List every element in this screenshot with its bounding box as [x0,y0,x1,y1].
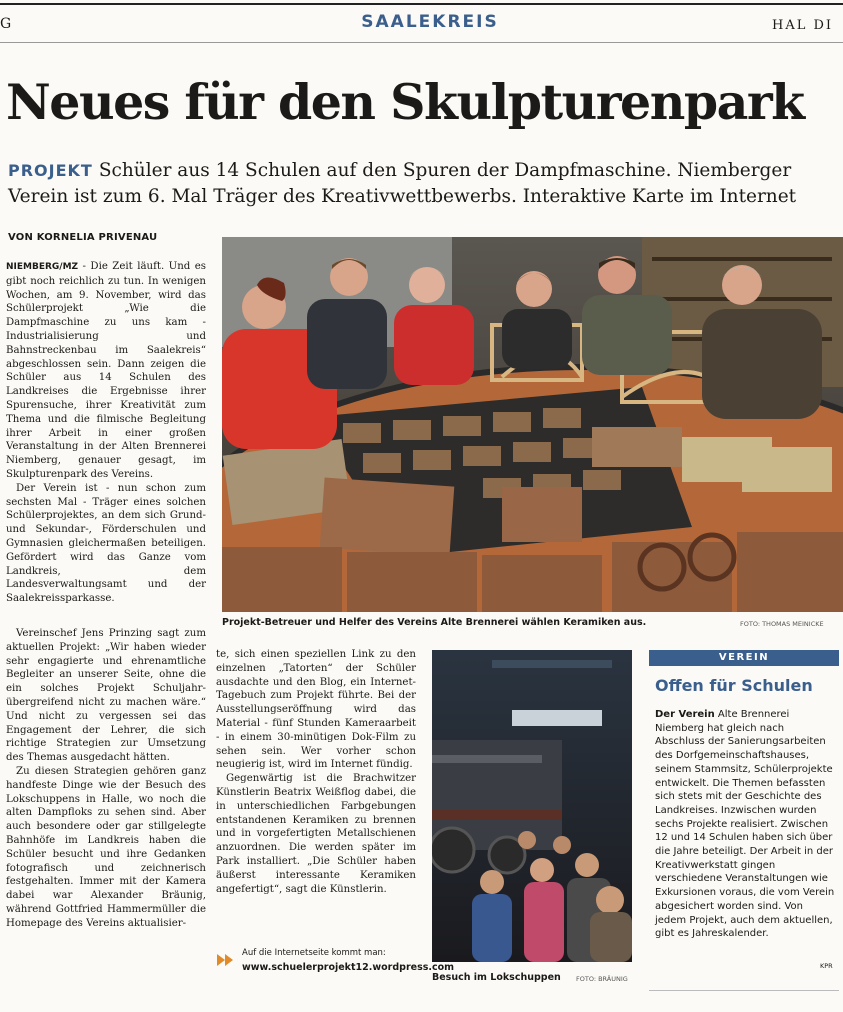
header-left-fragment: G [0,16,13,32]
sidebar-title: Offen für Schulen [655,676,813,695]
engine-shed-image [432,650,632,962]
article-column-1 [6,260,206,622]
headline: Neues für den Skulpturenpark [6,73,804,131]
web-url[interactable]: www.schuelerprojekt12.wordpress.com [242,962,455,973]
paragraph-5: te, sich einen speziellen Link zu den einzelnen „Tatorten“ der Schüler ausdachte und den Blog, ein Internet-Tagebuch zum Projekt führte. Bei der Ausstellungseröffnung wird das Material - fünf Stunden Kameraarbeit - in einem 30-minütigen Dok-Film zu sehen sein. Wer vorher schon neugierig ist, wird im Internet fündig. [216,649,416,771]
second-photo-caption: Besuch im Lokschuppen [432,972,561,983]
article-column-1-lower [6,627,206,987]
paragraph-4: Zu diesen Strategien gehören ganz handfeste Dinge wie der Besuch des Lokschuppens in Halle, wo noch die alten Dampfloks zu sehen sind. Aber auch besondere oder gar stillgelegte Bahnhöfe im Landkreis haben die Schüler besucht und ihre Gedanken fotografisch und zeichnerisch festgehalten. Immer mit der Kamera dabei war Alexander Bräunig, während Gottfried Hammermüller die Homepage des Vereins aktualisier- [6,765,206,929]
top-rule [0,3,843,5]
main-photo-credit: FOTO: THOMAS MEINICKE [740,620,824,628]
kicker: PROJEKT [8,161,93,180]
header-right-fragment: HAL DI [772,18,834,33]
sidebar-lead: Der Verein [655,709,715,720]
sidebar-author: KPR [820,962,833,970]
main-photo-caption: Projekt-Betreuer und Helfer des Vereins Alte Brennerei wählen Keramiken aus. [222,617,647,628]
second-photo [432,650,632,962]
paragraph-3: Vereinschef Jens Prinzing sagt zum aktuellen Projekt: „Wir haben wieder sehr engagierte und ehrenamtliche Begleiter an unserer Seite, ohne die ein solches Projekt Schuljahr-übergreifend nicht zu machen wäre.“ Und nicht zu vergessen sei das Engagement der Lehrer, die sich richtige Strategien zur Umsetzung des Themas ausgedacht hätten. [6,628,206,764]
ceramics-workshop-image [222,237,843,612]
deck-text: Schüler aus 14 Schulen auf den Spuren der Dampfmaschine. Niemberger Verein ist zum 6. Mal Träger des Kreativwettbewerbs. Interaktive Karte im Internet [8,160,797,207]
web-note: Auf die Internetseite kommt man: [242,948,386,958]
section-label: SAALEKREIS [361,12,499,32]
sidebar-rule [649,990,839,991]
sidebar-label: VEREIN [649,650,839,666]
paragraph-1 [6,260,206,482]
article-column-2 [216,648,416,944]
main-photo [222,237,843,612]
paragraph-1-text: - Die Zeit läuft. Und es gibt noch reichlich zu tun. In wenigen Wochen, am 9. November, wird das Schülerprojekt „Wie die Dampfmaschine zu uns kam - Industrialisierung und Bahnstreckenbau im Saalekreis“ abgeschlossen sein. Dann zeigen die Schüler aus 14 Schulen des Landkreises die Ergebnisse ihrer Spurensuche, ihrer Kreativität zum Thema und die filmische Begleitung ihrer Arbeit in einer großen Veranstaltung in der Alten Brennerei Niemberg, genauer gesagt, im Skulpturenpark des Vereins. [6,261,206,480]
byline: VON KORNELIA PRIVENAU [8,232,158,243]
sidebar-body [655,708,835,941]
header-rule [0,42,843,43]
paragraph-2: Der Verein ist - nun schon zum sechsten Mal - Träger eines solchen Schülerprojektes, an dem sich Grund- und Sekundar-, Förderschulen und Gymnasien gleichermaßen beteiligen. Gefördert wird das Ganze vom Landkreis, dem Landesverwaltungsamt und der Saalekreissparkasse. [6,482,206,605]
dateline: NIEMBERG/MZ [6,262,79,272]
second-photo-credit: FOTO: BRÄUNIG [576,975,628,983]
paragraph-6: Gegenwärtig ist die Brachwitzer Künstlerin Beatrix Weißflog dabei, die in unterschiedlichen Farbgebungen entstandenen Keramiken zu brennen und in vorgefertigten Metallschienen anzuordnen. Die werden später im Park installiert. „Die Schüler haben äußerst interessante Keramiken angefertigt“, sagt die Künstlerin. [216,773,416,895]
deck [8,158,838,210]
sidebar-text: Alte Brennerei Niemberg hat gleich nach Abschluss der Sanierungsarbeiten des Dorfgemeinschaftshauses, seinem Stammsitz, Schülerprojekte entwickelt. Die Themen befassten sich stets mit der Geschichte des Landkreises. Inzwischen wurden sechs Projekte realisiert. Zwischen 12 und 14 Schulen haben sich über die Jahre beteiligt. Der Arbeit in der Kreativwerkstatt gingen verschiedene Veranstaltungen wie Exkursionen voraus, die vom Verein abgesichert worden sind. Von jedem Projekt, auch dem aktuellen, gibt es Jahreskalender. [655,709,835,940]
